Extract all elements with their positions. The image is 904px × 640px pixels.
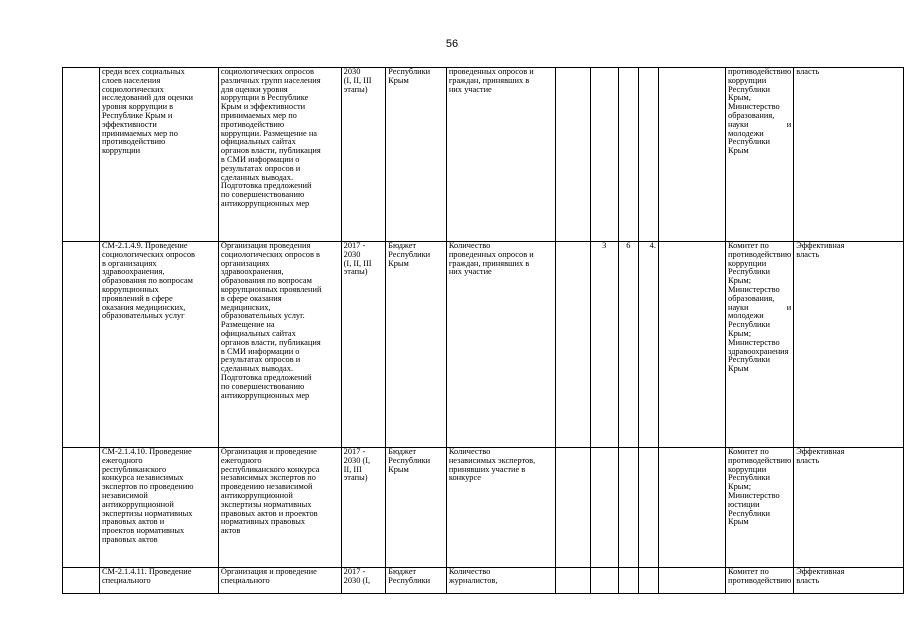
cell-term [341, 568, 386, 594]
cell-value-2-text: 3 [602, 241, 607, 250]
cell-goal-text: Эффективная власть [796, 447, 845, 465]
cell-executor [726, 448, 794, 568]
cell-number [63, 448, 100, 568]
cell-source-text: Бюджет Республики [388, 567, 431, 585]
cell-content-text: Организация проведения социологических опросов в организациях здравоохранения, образования по вопросам коррупционных проявлений в сфере оказания медицинских, образовательных услуг. Размещение на официальных сайтах органов власти, публикация в СМИ информации о результатах опросов и сделанных выводах. Подготовка предложений по совершенствованию антикоррупционных мер [220, 241, 322, 400]
cell-activity-text: среди всех социальных слоев населения социологических исследований для оценки уровня коррупции в Республике Крым и эффективности принимаемых мер по противодействию коррупции [101, 67, 193, 156]
cell-value-2 [590, 242, 618, 448]
cell-source-text: Республики Крым [388, 67, 431, 85]
cell-indicator-text: Количество журналистов, [448, 567, 498, 585]
cell-number [63, 68, 100, 242]
cell-indicator-text: проведенных опросов и граждан, принявших в них участие [448, 67, 534, 94]
program-measures-table [62, 67, 904, 594]
cell-source [386, 68, 447, 242]
cell-executor-text: противодействию коррупции Республики Крым, Министерство образования, науки и молодежи Республики Крым [728, 67, 792, 156]
table-row [63, 568, 904, 594]
cell-source-text: Бюджет Республики Крым [388, 447, 431, 474]
cell-activity-text: СМ-2.1.4.9. Проведение социологических опросов в организациях здравоохранения, образования по вопросам коррупционных проявлений в сфере оказания медицинских, образовательных услуг [101, 241, 195, 321]
cell-number [63, 242, 100, 448]
cell-source [386, 448, 447, 568]
cell-indicator-text: Количество проведенных опросов и граждан, принявших в них участие [448, 241, 534, 277]
cell-executor-text: Комитет по противодействию [728, 567, 792, 585]
cell-goal-text: власть [796, 67, 820, 76]
cell-indicator [446, 448, 556, 568]
cell-term [341, 242, 386, 448]
cell-source-text: Бюджет Республики Крым [388, 241, 431, 268]
cell-content-text: социологических опросов различных групп населения для оценки уровня коррупции в Республике Крым и эффективности принимаемых мер по противодействию коррупции. Размещение на официальных сайтах органов власти, публикация в СМИ информации о результатах опросов и сделанных выводах. Подготовка предложений по совершенствованию антикоррупционных мер [220, 67, 321, 208]
cell-activity [99, 448, 218, 568]
cell-spacer [658, 68, 725, 242]
cell-value-1 [556, 68, 590, 242]
cell-goal [794, 448, 904, 568]
cell-value-1 [556, 448, 590, 568]
cell-spacer [658, 448, 725, 568]
cell-value-3 [618, 242, 638, 448]
cell-value-4-text: 4. [649, 241, 656, 250]
table-body [63, 68, 904, 594]
cell-content [218, 242, 341, 448]
cell-executor-text: Комитет по противодействию коррупции Республики Крым; Министерство юстиции Республики Крым [728, 447, 792, 527]
cell-source [386, 568, 447, 594]
cell-term [341, 448, 386, 568]
cell-goal-text: Эффективная власть [796, 241, 845, 259]
cell-value-2 [590, 68, 618, 242]
cell-activity [99, 568, 218, 594]
cell-content-text: Организация и проведение ежегодного республиканского конкурса независимых экспертов по проведению независимой антикоррупционной экспертизы нормативных правовых актов и проектов нормативных правовых актов [220, 447, 320, 536]
cell-source [386, 242, 447, 448]
cell-value-4 [638, 448, 658, 568]
cell-spacer [658, 568, 725, 594]
cell-value-2 [590, 568, 618, 594]
cell-value-3 [618, 68, 638, 242]
cell-activity-text: СМ-2.1.4.10. Проведение ежегодного республиканского конкурса независимых экспертов по проведению независимой антикоррупционной экспертизы нормативных правовых актов и проектов нормативных правовых актов [101, 447, 194, 544]
cell-value-4 [638, 568, 658, 594]
cell-value-3 [618, 448, 638, 568]
cell-indicator [446, 242, 556, 448]
cell-indicator [446, 68, 556, 242]
cell-activity-text: СМ-2.1.4.11. Проведение специального [101, 567, 192, 585]
cell-term-text: 2017 - 2030 (I, II, III этапы) [343, 447, 371, 483]
table-row [63, 448, 904, 568]
page-number: 56 [445, 38, 459, 50]
cell-executor [726, 568, 794, 594]
cell-goal [794, 568, 904, 594]
cell-activity [99, 68, 218, 242]
cell-spacer [658, 242, 725, 448]
cell-goal [794, 68, 904, 242]
cell-number [63, 568, 100, 594]
cell-content [218, 68, 341, 242]
cell-goal-text: Эффективная власть [796, 567, 845, 585]
cell-value-3-text: 6 [626, 241, 631, 250]
cell-value-1 [556, 568, 590, 594]
cell-value-4 [638, 242, 658, 448]
cell-term [341, 68, 386, 242]
cell-value-1 [556, 242, 590, 448]
cell-content-text: Организация и проведение специального [220, 567, 317, 585]
cell-value-4 [638, 68, 658, 242]
cell-value-2 [590, 448, 618, 568]
table-row [63, 242, 904, 448]
cell-term-text: 2017 - 2030 (I, [343, 567, 371, 585]
cell-executor [726, 68, 794, 242]
cell-term-text: 2030 (I, II, III этапы) [343, 67, 372, 94]
cell-executor [726, 242, 794, 448]
cell-goal [794, 242, 904, 448]
cell-indicator-text: Количество независимых экспертов, принявших участие в конкурсе [448, 447, 536, 483]
cell-content [218, 568, 341, 594]
cell-value-3 [618, 568, 638, 594]
cell-content [218, 448, 341, 568]
table-row [63, 68, 904, 242]
cell-term-text: 2017 - 2030 (I, II, III этапы) [343, 241, 372, 277]
cell-indicator [446, 568, 556, 594]
cell-activity [99, 242, 218, 448]
cell-executor-text: Комитет по противодействию коррупции Республики Крым; Министерство образования, науки и молодежи Республики Крым; Министерство здравоохранения Республики Крым [728, 241, 792, 374]
